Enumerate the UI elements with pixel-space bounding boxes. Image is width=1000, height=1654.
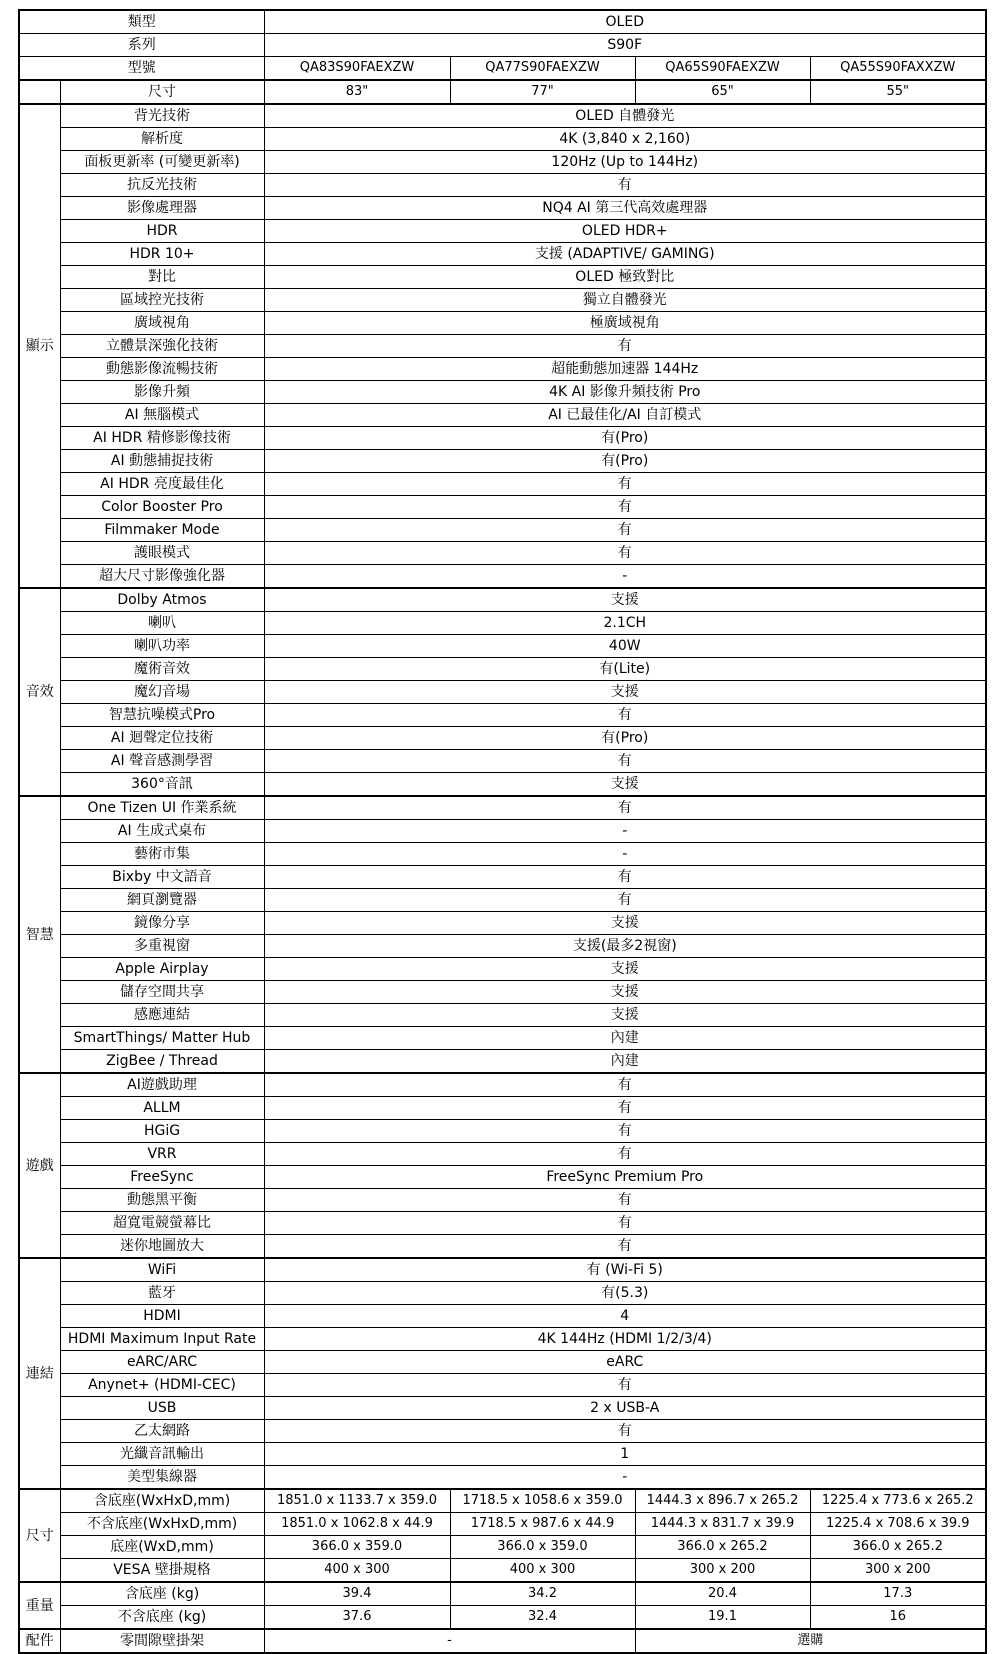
feature-label-cell: 護眼模式 — [60, 542, 264, 565]
merged-value-cell: 有 — [264, 796, 986, 820]
feature-label-cell: FreeSync — [60, 1166, 264, 1189]
merged-value-cell: 有 — [264, 335, 986, 358]
feature-label-cell: 廣域視角 — [60, 312, 264, 335]
feature-label-cell: eARC/ARC — [60, 1351, 264, 1374]
feature-label-cell: 超大尺寸影像強化器 — [60, 565, 264, 589]
feature-label-cell: 儲存空間共享 — [60, 981, 264, 1004]
merged-value-cell: 有 — [264, 1420, 986, 1443]
merged-value-cell: 4K (3,840 x 2,160) — [264, 128, 986, 151]
model-value-cell: 83" — [264, 80, 450, 104]
merged-value-cell: 支援 — [264, 773, 986, 797]
table-row — [19, 104, 986, 128]
table-row — [19, 1258, 986, 1282]
merged-value-cell: 支援 — [264, 1004, 986, 1027]
feature-label-cell: 喇叭 — [60, 612, 264, 635]
table-row — [19, 1305, 986, 1328]
merged-value-cell: 極廣域視角 — [264, 312, 986, 335]
merged-value-cell: 有 — [264, 704, 986, 727]
spec-value-cell: 1444.3 x 831.7 x 39.9 — [635, 1513, 810, 1536]
spec-value-cell: 366.0 x 359.0 — [264, 1536, 450, 1559]
table-row — [19, 10, 986, 34]
table-row — [19, 128, 986, 151]
table-row — [19, 243, 986, 266]
merged-value-cell: 有 — [264, 174, 986, 197]
model-value-cell: 55" — [810, 80, 986, 104]
spec-value-cell: 1718.5 x 987.6 x 44.9 — [450, 1513, 635, 1536]
table-row — [19, 958, 986, 981]
feature-label-cell: ZigBee / Thread — [60, 1050, 264, 1074]
table-row — [19, 1466, 986, 1490]
table-row — [19, 1004, 986, 1027]
feature-label-cell: 感應連結 — [60, 1004, 264, 1027]
table-row — [19, 727, 986, 750]
feature-label-cell: 藍牙 — [60, 1282, 264, 1305]
table-row — [19, 1073, 986, 1097]
feature-label-cell: 鏡像分享 — [60, 912, 264, 935]
table-row — [19, 1097, 986, 1120]
table-row — [19, 1559, 986, 1583]
table-row — [19, 220, 986, 243]
feature-label-cell: 360°音訊 — [60, 773, 264, 797]
merged-value-cell: OLED HDR+ — [264, 220, 986, 243]
feature-label-cell: AI 無腦模式 — [60, 404, 264, 427]
table-row — [19, 519, 986, 542]
feature-label-cell: 面板更新率 (可變更新率) — [60, 151, 264, 174]
feature-label-cell: 不含底座 (kg) — [60, 1606, 264, 1630]
feature-label-cell: 類型 — [19, 10, 264, 34]
merged-value-cell: OLED — [264, 10, 986, 34]
table-row — [19, 1536, 986, 1559]
merged-value-cell: 獨立自體發光 — [264, 289, 986, 312]
feature-label-cell: 魔術音效 — [60, 658, 264, 681]
table-row — [19, 404, 986, 427]
feature-label-cell: AI HDR 亮度最佳化 — [60, 473, 264, 496]
section-label-cell: 連結 — [19, 1258, 60, 1489]
feature-label-cell: 迷你地圖放大 — [60, 1235, 264, 1259]
feature-label-cell: One Tizen UI 作業系統 — [60, 796, 264, 820]
merged-value-cell: 有 — [264, 519, 986, 542]
feature-label-cell: AI遊戲助理 — [60, 1073, 264, 1097]
merged-value-cell: 有(Pro) — [264, 727, 986, 750]
feature-label-cell: 動態影像流暢技術 — [60, 358, 264, 381]
feature-label-cell: Dolby Atmos — [60, 588, 264, 612]
feature-label-cell: 喇叭功率 — [60, 635, 264, 658]
feature-label-cell: AI 動態捕捉技術 — [60, 450, 264, 473]
feature-label-cell: 超寬電競螢幕比 — [60, 1212, 264, 1235]
feature-label-cell: Filmmaker Mode — [60, 519, 264, 542]
spec-value-cell: - — [264, 1629, 635, 1653]
merged-value-cell: 支援 — [264, 981, 986, 1004]
feature-label-cell: 區域控光技術 — [60, 289, 264, 312]
feature-label-cell: 對比 — [60, 266, 264, 289]
merged-value-cell: 有(5.3) — [264, 1282, 986, 1305]
table-row — [19, 335, 986, 358]
feature-label-cell: 藝術市集 — [60, 843, 264, 866]
table-row — [19, 889, 986, 912]
merged-value-cell: 有 — [264, 1120, 986, 1143]
merged-value-cell: 有 — [264, 1235, 986, 1259]
table-row — [19, 981, 986, 1004]
spec-value-cell: 20.4 — [635, 1582, 810, 1606]
feature-label-cell: HGiG — [60, 1120, 264, 1143]
spec-table-body — [19, 10, 986, 1653]
table-row — [19, 612, 986, 635]
merged-value-cell: 支援 — [264, 588, 986, 612]
section-label-cell: 遊戲 — [19, 1073, 60, 1258]
spec-value-cell: 34.2 — [450, 1582, 635, 1606]
section-label-cell: 尺寸 — [19, 1489, 60, 1582]
feature-label-cell: 解析度 — [60, 128, 264, 151]
merged-value-cell: 有 — [264, 1374, 986, 1397]
merged-value-cell: 1 — [264, 1443, 986, 1466]
merged-value-cell: 支援 — [264, 958, 986, 981]
feature-label-cell: 網頁瀏覽器 — [60, 889, 264, 912]
feature-label-cell: 型號 — [19, 57, 264, 81]
merged-value-cell: 40W — [264, 635, 986, 658]
merged-value-cell: 有 — [264, 889, 986, 912]
merged-value-cell: 2 x USB-A — [264, 1397, 986, 1420]
table-row — [19, 866, 986, 889]
merged-value-cell: 4K AI 影像升頻技術 Pro — [264, 381, 986, 404]
table-row — [19, 658, 986, 681]
table-row — [19, 289, 986, 312]
feature-label-cell: Color Booster Pro — [60, 496, 264, 519]
feature-label-cell: WiFi — [60, 1258, 264, 1282]
merged-value-cell: 超能動態加速器 144Hz — [264, 358, 986, 381]
model-value-cell: QA77S90FAEXZW — [450, 57, 635, 81]
feature-label-cell: 不含底座(WxHxD,mm) — [60, 1513, 264, 1536]
table-row — [19, 358, 986, 381]
table-row — [19, 1282, 986, 1305]
spec-value-cell: 37.6 — [264, 1606, 450, 1630]
table-row — [19, 496, 986, 519]
section-spacer-cell — [19, 80, 60, 104]
table-row — [19, 381, 986, 404]
merged-value-cell: AI 已最佳化/AI 自訂模式 — [264, 404, 986, 427]
feature-label-cell: 背光技術 — [60, 104, 264, 128]
section-label-cell: 智慧 — [19, 796, 60, 1073]
merged-value-cell: FreeSync Premium Pro — [264, 1166, 986, 1189]
table-row — [19, 1212, 986, 1235]
merged-value-cell: - — [264, 1466, 986, 1490]
feature-label-cell: 底座(WxD,mm) — [60, 1536, 264, 1559]
table-row — [19, 450, 986, 473]
feature-label-cell: AI 生成式桌布 — [60, 820, 264, 843]
feature-label-cell: AI 聲音感測學習 — [60, 750, 264, 773]
table-row — [19, 1120, 986, 1143]
section-label-cell: 顯示 — [19, 104, 60, 588]
merged-value-cell: 支援 — [264, 681, 986, 704]
feature-label-cell: 魔幻音場 — [60, 681, 264, 704]
table-row — [19, 197, 986, 220]
table-row — [19, 1582, 986, 1606]
merged-value-cell: 內建 — [264, 1050, 986, 1074]
feature-label-cell: 系列 — [19, 34, 264, 57]
feature-label-cell: USB — [60, 1397, 264, 1420]
table-row — [19, 312, 986, 335]
merged-value-cell: OLED 極致對比 — [264, 266, 986, 289]
spec-value-cell: 16 — [810, 1606, 986, 1630]
spec-value-cell: 17.3 — [810, 1582, 986, 1606]
table-row — [19, 174, 986, 197]
table-row — [19, 565, 986, 589]
merged-value-cell: 4K 144Hz (HDMI 1/2/3/4) — [264, 1328, 986, 1351]
table-row — [19, 796, 986, 820]
table-row — [19, 1027, 986, 1050]
feature-label-cell: 尺寸 — [60, 80, 264, 104]
feature-label-cell: 立體景深強化技術 — [60, 335, 264, 358]
feature-label-cell: HDMI Maximum Input Rate — [60, 1328, 264, 1351]
feature-label-cell: 乙太網路 — [60, 1420, 264, 1443]
feature-label-cell: 光纖音訊輸出 — [60, 1443, 264, 1466]
merged-value-cell: 有 — [264, 866, 986, 889]
feature-label-cell: Bixby 中文語音 — [60, 866, 264, 889]
merged-value-cell: 4 — [264, 1305, 986, 1328]
table-row — [19, 681, 986, 704]
spec-value-cell: 366.0 x 265.2 — [635, 1536, 810, 1559]
spec-value-cell: 1718.5 x 1058.6 x 359.0 — [450, 1489, 635, 1513]
merged-value-cell: 有 — [264, 750, 986, 773]
table-row — [19, 935, 986, 958]
merged-value-cell: 有 — [264, 1073, 986, 1097]
feature-label-cell: VRR — [60, 1143, 264, 1166]
spec-value-cell: 300 x 200 — [810, 1559, 986, 1583]
spec-value-cell: 選購 — [635, 1629, 986, 1653]
table-row — [19, 1489, 986, 1513]
model-value-cell: QA83S90FAEXZW — [264, 57, 450, 81]
table-row — [19, 1397, 986, 1420]
merged-value-cell: - — [264, 843, 986, 866]
merged-value-cell: 內建 — [264, 1027, 986, 1050]
table-row — [19, 1235, 986, 1259]
merged-value-cell: 有(Pro) — [264, 450, 986, 473]
table-row — [19, 635, 986, 658]
merged-value-cell: 有 — [264, 473, 986, 496]
merged-value-cell: OLED 自體發光 — [264, 104, 986, 128]
merged-value-cell: 支援 (ADAPTIVE/ GAMING) — [264, 243, 986, 266]
spec-value-cell: 300 x 200 — [635, 1559, 810, 1583]
merged-value-cell: 支援 — [264, 912, 986, 935]
table-row — [19, 1050, 986, 1074]
table-row — [19, 843, 986, 866]
table-row — [19, 704, 986, 727]
feature-label-cell: Apple Airplay — [60, 958, 264, 981]
merged-value-cell: 有 (Wi-Fi 5) — [264, 1258, 986, 1282]
merged-value-cell: - — [264, 565, 986, 589]
feature-label-cell: HDR 10+ — [60, 243, 264, 266]
model-value-cell: 77" — [450, 80, 635, 104]
table-row — [19, 34, 986, 57]
feature-label-cell: 零間隙壁掛架 — [60, 1629, 264, 1653]
table-row — [19, 1443, 986, 1466]
merged-value-cell: NQ4 AI 第三代高效處理器 — [264, 197, 986, 220]
spec-table — [18, 9, 987, 1654]
merged-value-cell: 有 — [264, 1097, 986, 1120]
spec-value-cell: 1225.4 x 773.6 x 265.2 — [810, 1489, 986, 1513]
table-row — [19, 151, 986, 174]
table-row — [19, 57, 986, 81]
model-value-cell: QA65S90FAEXZW — [635, 57, 810, 81]
feature-label-cell: Anynet+ (HDMI-CEC) — [60, 1374, 264, 1397]
spec-value-cell: 19.1 — [635, 1606, 810, 1630]
feature-label-cell: 美型集線器 — [60, 1466, 264, 1490]
feature-label-cell: 影像處理器 — [60, 197, 264, 220]
table-row — [19, 1189, 986, 1212]
table-row — [19, 427, 986, 450]
feature-label-cell: 多重視窗 — [60, 935, 264, 958]
feature-label-cell: 抗反光技術 — [60, 174, 264, 197]
table-row — [19, 1328, 986, 1351]
table-row — [19, 1143, 986, 1166]
feature-label-cell: ALLM — [60, 1097, 264, 1120]
spec-value-cell: 400 x 300 — [450, 1559, 635, 1583]
feature-label-cell: HDR — [60, 220, 264, 243]
feature-label-cell: 影像升頻 — [60, 381, 264, 404]
table-row — [19, 1606, 986, 1630]
spec-value-cell: 39.4 — [264, 1582, 450, 1606]
spec-value-cell: 366.0 x 359.0 — [450, 1536, 635, 1559]
table-row — [19, 266, 986, 289]
table-row — [19, 750, 986, 773]
table-row — [19, 912, 986, 935]
feature-label-cell: 智慧抗噪模式Pro — [60, 704, 264, 727]
merged-value-cell: 有 — [264, 1189, 986, 1212]
merged-value-cell: eARC — [264, 1351, 986, 1374]
feature-label-cell: 含底座(WxHxD,mm) — [60, 1489, 264, 1513]
model-value-cell: 65" — [635, 80, 810, 104]
merged-value-cell: 有(Lite) — [264, 658, 986, 681]
table-row — [19, 773, 986, 797]
merged-value-cell: - — [264, 820, 986, 843]
feature-label-cell: HDMI — [60, 1305, 264, 1328]
spec-value-cell: 1444.3 x 896.7 x 265.2 — [635, 1489, 810, 1513]
spec-value-cell: 1851.0 x 1062.8 x 44.9 — [264, 1513, 450, 1536]
table-row — [19, 588, 986, 612]
spec-value-cell: 1851.0 x 1133.7 x 359.0 — [264, 1489, 450, 1513]
table-row — [19, 820, 986, 843]
feature-label-cell: AI 迴聲定位技術 — [60, 727, 264, 750]
feature-label-cell: 動態黑平衡 — [60, 1189, 264, 1212]
feature-label-cell: 含底座 (kg) — [60, 1582, 264, 1606]
table-row — [19, 1166, 986, 1189]
table-row — [19, 1420, 986, 1443]
table-row — [19, 1629, 986, 1653]
spec-value-cell: 32.4 — [450, 1606, 635, 1630]
spec-value-cell: 1225.4 x 708.6 x 39.9 — [810, 1513, 986, 1536]
merged-value-cell: 120Hz (Up to 144Hz) — [264, 151, 986, 174]
table-row — [19, 1374, 986, 1397]
section-label-cell: 配件 — [19, 1629, 60, 1653]
merged-value-cell: 有(Pro) — [264, 427, 986, 450]
table-row — [19, 1513, 986, 1536]
spec-value-cell: 400 x 300 — [264, 1559, 450, 1583]
table-row — [19, 542, 986, 565]
feature-label-cell: AI HDR 精修影像技術 — [60, 427, 264, 450]
model-value-cell: QA55S90FAXXZW — [810, 57, 986, 81]
spec-value-cell: 366.0 x 265.2 — [810, 1536, 986, 1559]
table-row — [19, 473, 986, 496]
section-label-cell: 重量 — [19, 1582, 60, 1629]
merged-value-cell: 支援(最多2視窗) — [264, 935, 986, 958]
merged-value-cell: 有 — [264, 496, 986, 519]
merged-value-cell: S90F — [264, 34, 986, 57]
merged-value-cell: 2.1CH — [264, 612, 986, 635]
table-row — [19, 80, 986, 104]
merged-value-cell: 有 — [264, 542, 986, 565]
merged-value-cell: 有 — [264, 1143, 986, 1166]
feature-label-cell: SmartThings/ Matter Hub — [60, 1027, 264, 1050]
section-label-cell: 音效 — [19, 588, 60, 796]
merged-value-cell: 有 — [264, 1212, 986, 1235]
table-row — [19, 1351, 986, 1374]
feature-label-cell: VESA 壁掛規格 — [60, 1559, 264, 1583]
